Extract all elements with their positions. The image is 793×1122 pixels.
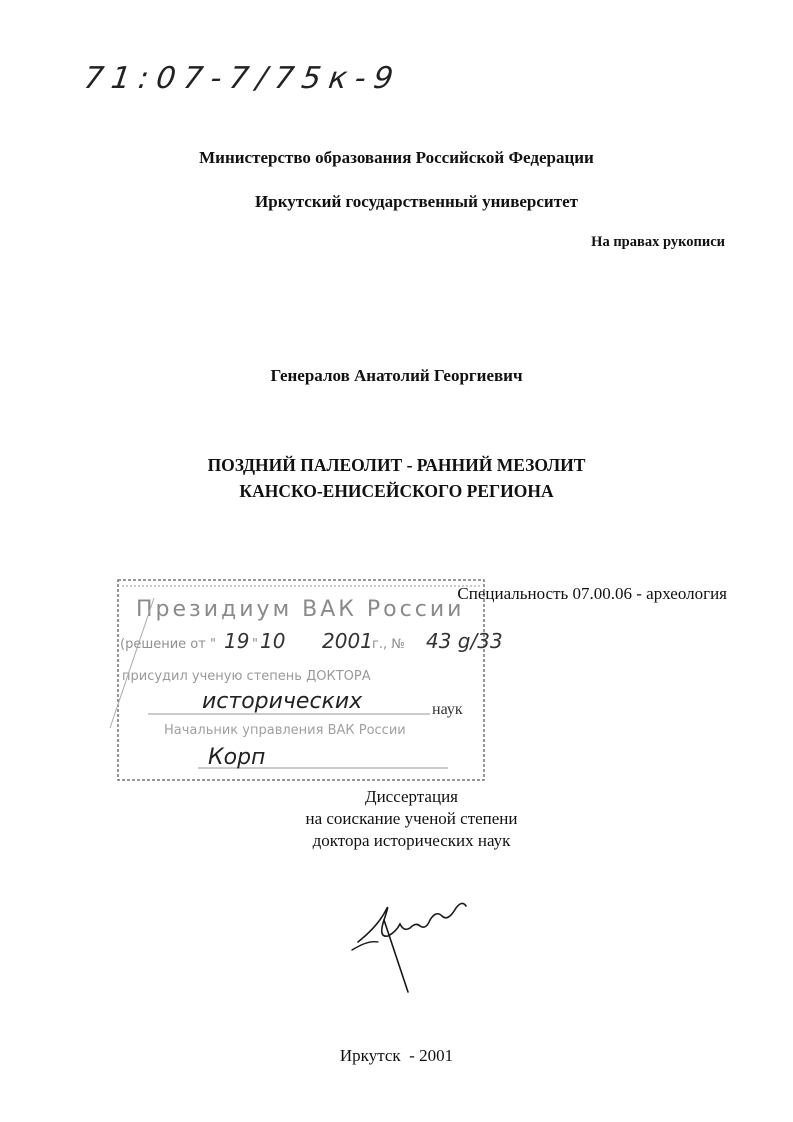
- dissertation-description: [0, 786, 793, 852]
- manuscript-rights-note: На правах рукописи: [591, 234, 725, 250]
- stamp-field-suffix: наук: [432, 701, 463, 718]
- stamp-decision-day: 19: [224, 629, 250, 653]
- signature-stroke-lead: [352, 942, 378, 950]
- city-year-separator: -: [400, 1046, 420, 1065]
- stamp-decision-prefix: (решение от ": [120, 637, 216, 652]
- stamp-chief-title: Начальник управления ВАК России: [164, 723, 406, 738]
- handwritten-archive-code: [81, 52, 404, 102]
- dissertation-line-1: Диссертация: [364, 787, 458, 806]
- author-name: Генералов Анатолий Георгиевич: [270, 366, 523, 385]
- city-year: [0, 1046, 793, 1066]
- dissertation-title: [0, 452, 793, 504]
- author-signature: [348, 880, 478, 1000]
- stamp-decision-year: 2001: [322, 629, 373, 653]
- year: 2001: [419, 1046, 454, 1065]
- vak-presidium-stamp: [108, 578, 503, 788]
- title-line-2: КАНСКО-ЕНИСЕЙСКОГО РЕГИОНА: [239, 481, 554, 501]
- handwritten-archive-code-text: 71:07-7/75к-9: [81, 61, 404, 96]
- stamp-chief-signature: Корп: [208, 745, 266, 770]
- specialty-line: Специальность 07.00.06 - археология: [457, 584, 727, 603]
- dissertation-line-2: на соискание ученой степени: [305, 809, 518, 828]
- signature-stroke-main: [358, 903, 466, 942]
- stamp-decision-month: 10: [260, 629, 286, 653]
- city-name: Иркутск: [339, 1046, 401, 1065]
- stamp-field-handwritten: исторических: [202, 689, 363, 714]
- title-line-1: ПОЗДНИЙ ПАЛЕОЛИТ - РАННИЙ МЕЗОЛИТ: [207, 455, 586, 475]
- university-heading: Иркутский государственный университет: [255, 192, 578, 211]
- stamp-decision-number: 43 g/33: [426, 629, 503, 653]
- ministry-heading: Министерство образования Российской Федерации: [199, 148, 594, 167]
- stamp-heading: Президиум ВАК России: [136, 597, 465, 622]
- stamp-diagonal-mark: [110, 598, 154, 728]
- stamp-decision-sep: ": [252, 637, 258, 652]
- stamp-decision-suffix: г., №: [372, 637, 405, 652]
- stamp-awarded-degree: присудил ученую степень ДОКТОРА: [122, 669, 371, 684]
- dissertation-line-3: доктора исторических наук: [312, 831, 511, 850]
